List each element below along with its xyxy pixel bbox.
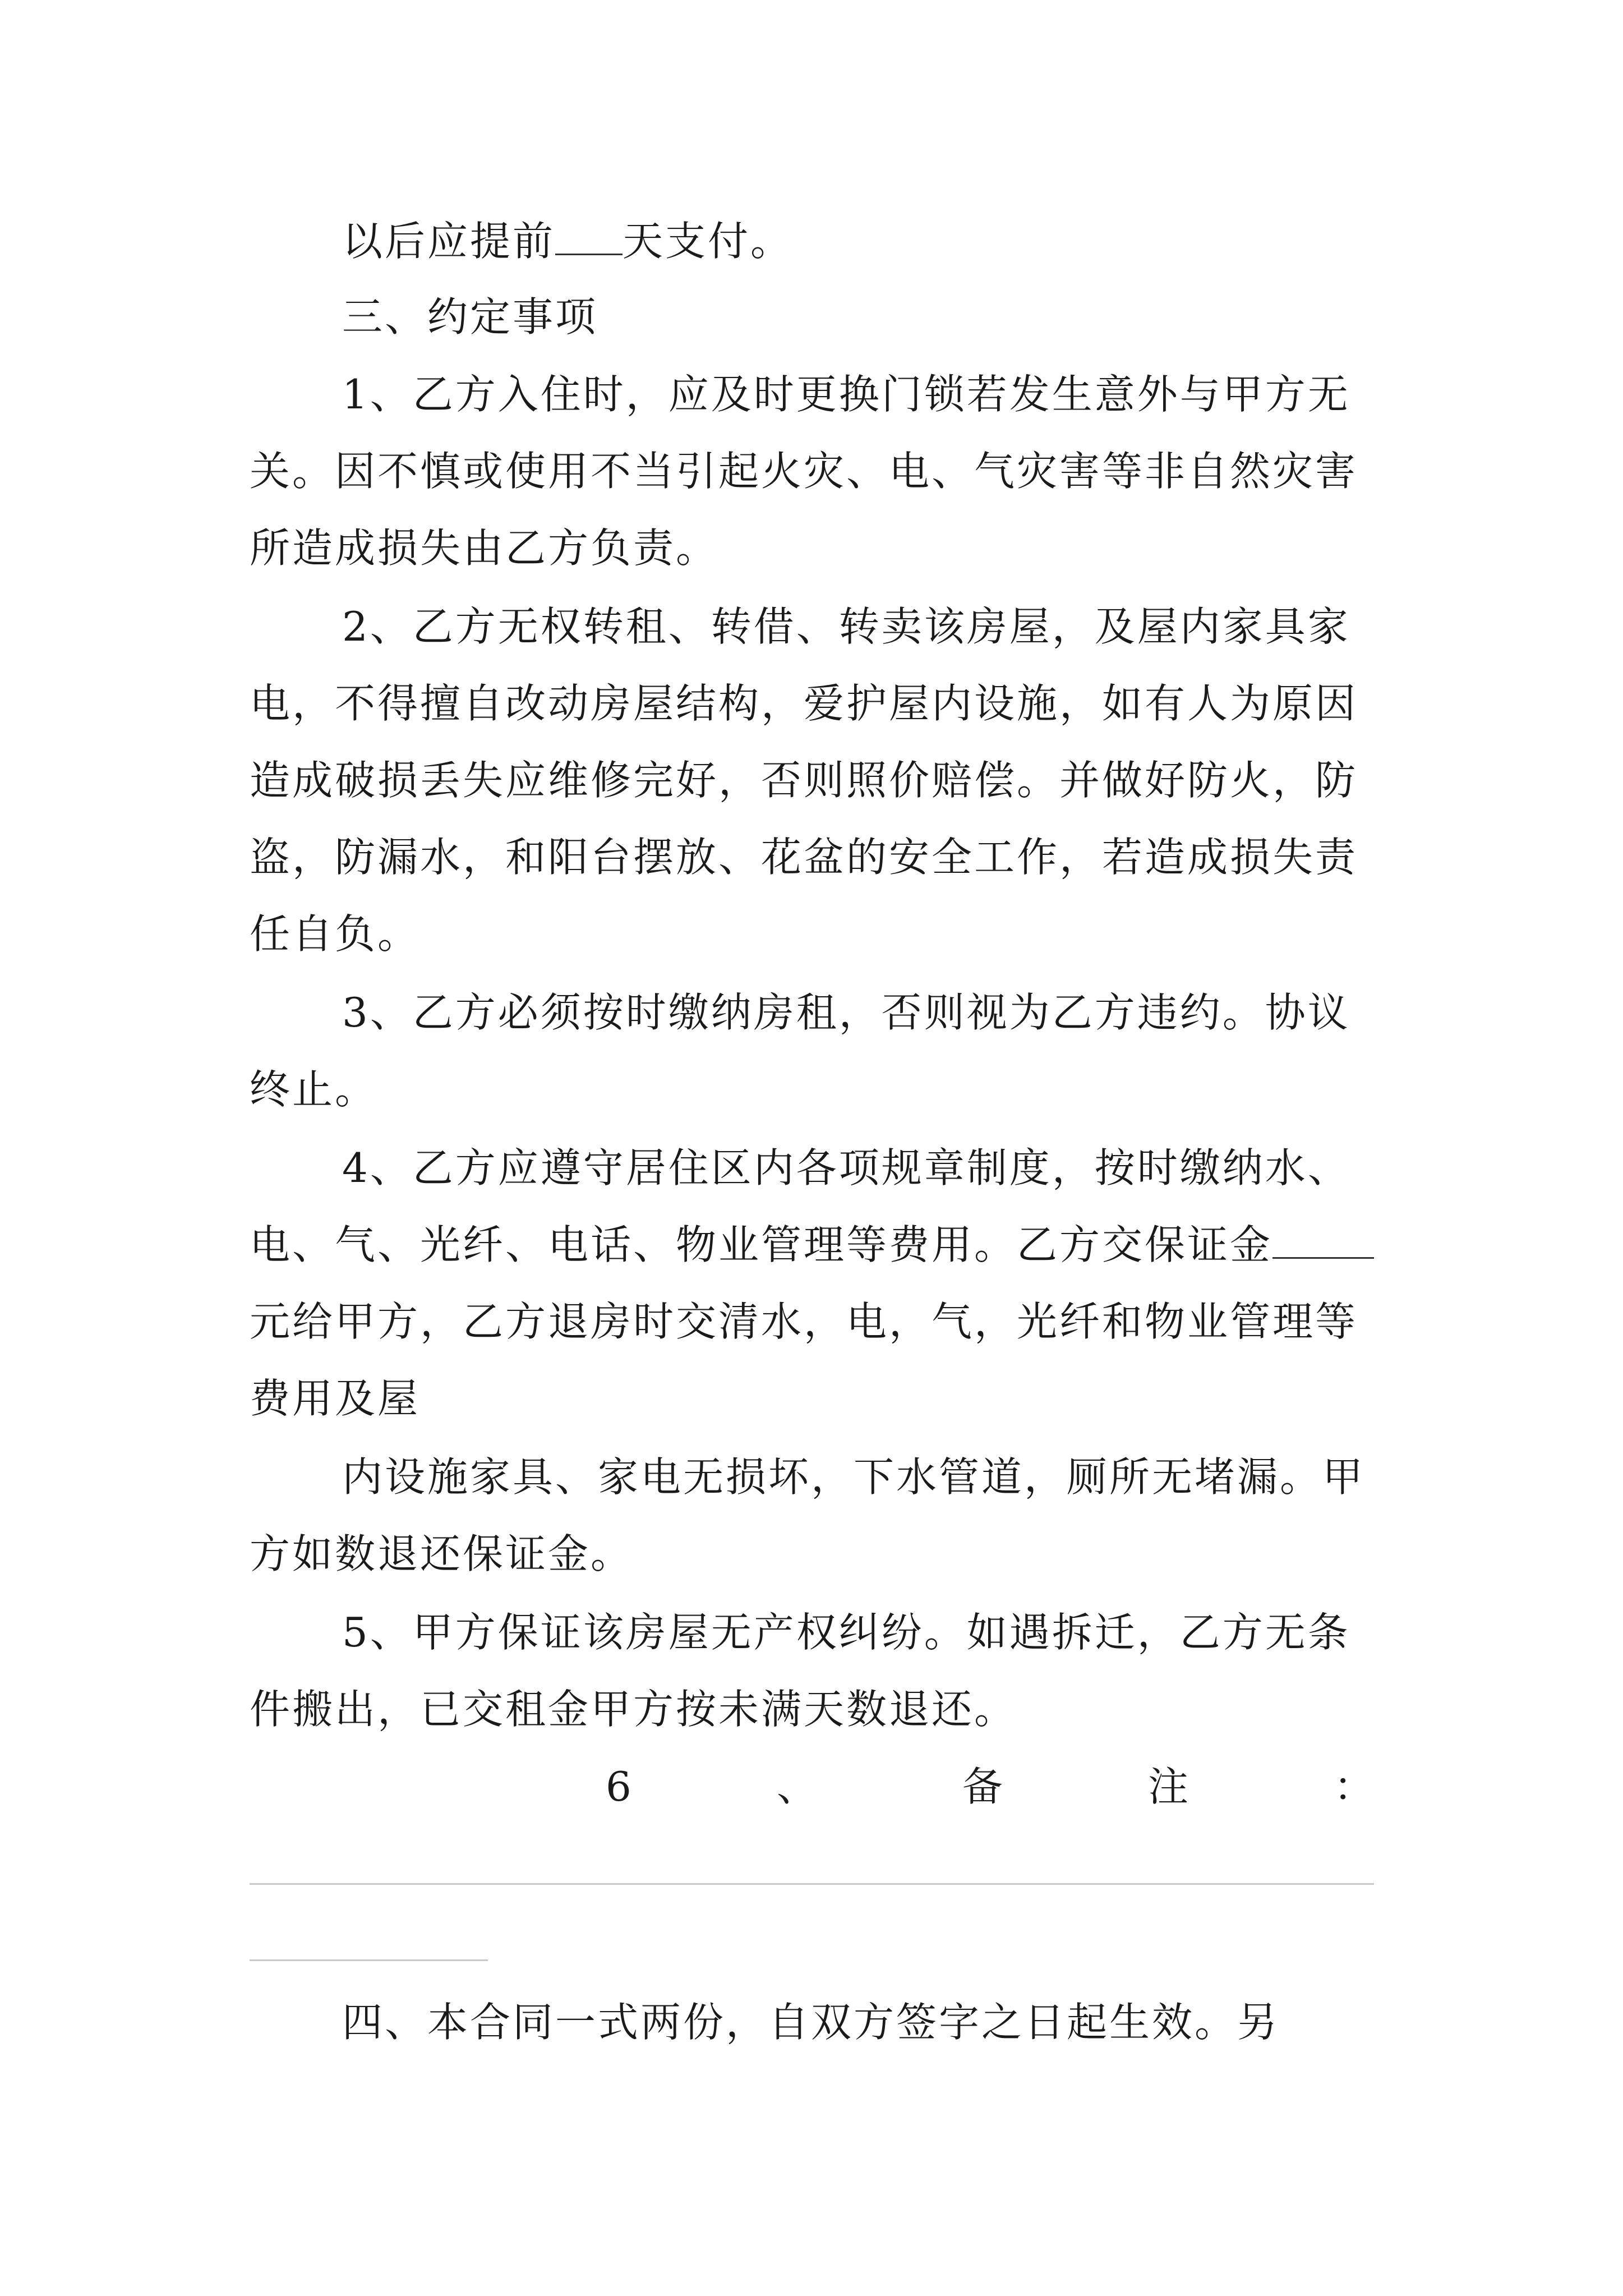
paragraph-line: 终止。 xyxy=(250,1066,378,1113)
paragraph-line: 2、乙方无权转租、转借、转卖该房屋，及屋内家具家 xyxy=(342,603,1350,650)
paragraph-line: 1、乙方入住时，应及时更换门锁若发生意外与甲方无 xyxy=(342,371,1350,418)
fill-blank-days xyxy=(555,220,623,255)
paragraph-line: 元给甲方，乙方退房时交清水，电，气，光纤和物业管理等 xyxy=(250,1298,1358,1345)
remarks-blank-line xyxy=(250,1959,488,1961)
paragraph-line: 3、乙方必须按时缴纳房租，否则视为乙方违约。协议 xyxy=(342,989,1350,1036)
paragraph-line: 所造成损失由乙方负责。 xyxy=(250,524,719,572)
remarks-char: 6 xyxy=(606,1763,631,1810)
fill-blank-deposit xyxy=(1272,1223,1374,1259)
paragraph-line: 件搬出，已交租金甲方按未满天数退还。 xyxy=(250,1686,1017,1733)
paragraph-line: 造成破损丢失应维修完好，否则照价赔偿。并做好防火，防 xyxy=(250,757,1358,804)
paragraph-line xyxy=(342,216,1374,266)
paragraph-line: 费用及屋 xyxy=(250,1375,421,1422)
paragraph-line: 4、乙方应遵守居住区内各项规章制度，按时缴纳水、 xyxy=(342,1144,1350,1191)
remarks-line xyxy=(606,1761,1374,1812)
paragraph-line: 5、甲方保证该房屋无产权纠纷。如遇拆迁，乙方无条 xyxy=(342,1609,1350,1656)
paragraph-line xyxy=(250,1220,1374,1270)
remarks-char: 备 xyxy=(962,1763,1003,1810)
text-segment: 以后应提前 xyxy=(342,218,556,265)
section-heading: 四、本合同一式两份，自双方签字之日起生效。另 xyxy=(342,1999,1280,2046)
paragraph-line: 关。因不慎或使用不当引起火灾、电、气灾害等非自然灾害 xyxy=(250,448,1358,495)
paragraph-line: 方如数退还保证金。 xyxy=(250,1530,634,1577)
paragraph-line: 电，不得擅自改动房屋结构，爱护屋内设施，如有人为原因 xyxy=(250,680,1358,727)
section-heading: 三、约定事项 xyxy=(342,293,598,341)
remarks-char: ： xyxy=(1333,1763,1374,1810)
remarks-blank-line xyxy=(250,1883,1374,1885)
text-segment: 电、气、光纤、电话、物业管理等费用。乙方交保证金 xyxy=(250,1221,1273,1268)
text-segment: 天支付。 xyxy=(623,218,794,265)
paragraph-line: 内设施家具、家电无损坏，下水管道，厕所无堵漏。甲 xyxy=(342,1453,1366,1501)
paragraph-line: 任自负。 xyxy=(250,910,421,958)
remarks-char: 注 xyxy=(1147,1763,1188,1810)
remarks-char: 、 xyxy=(776,1763,817,1810)
paragraph-line: 盗，防漏水，和阳台摆放、花盆的安全工作，若造成损失责 xyxy=(250,834,1358,881)
